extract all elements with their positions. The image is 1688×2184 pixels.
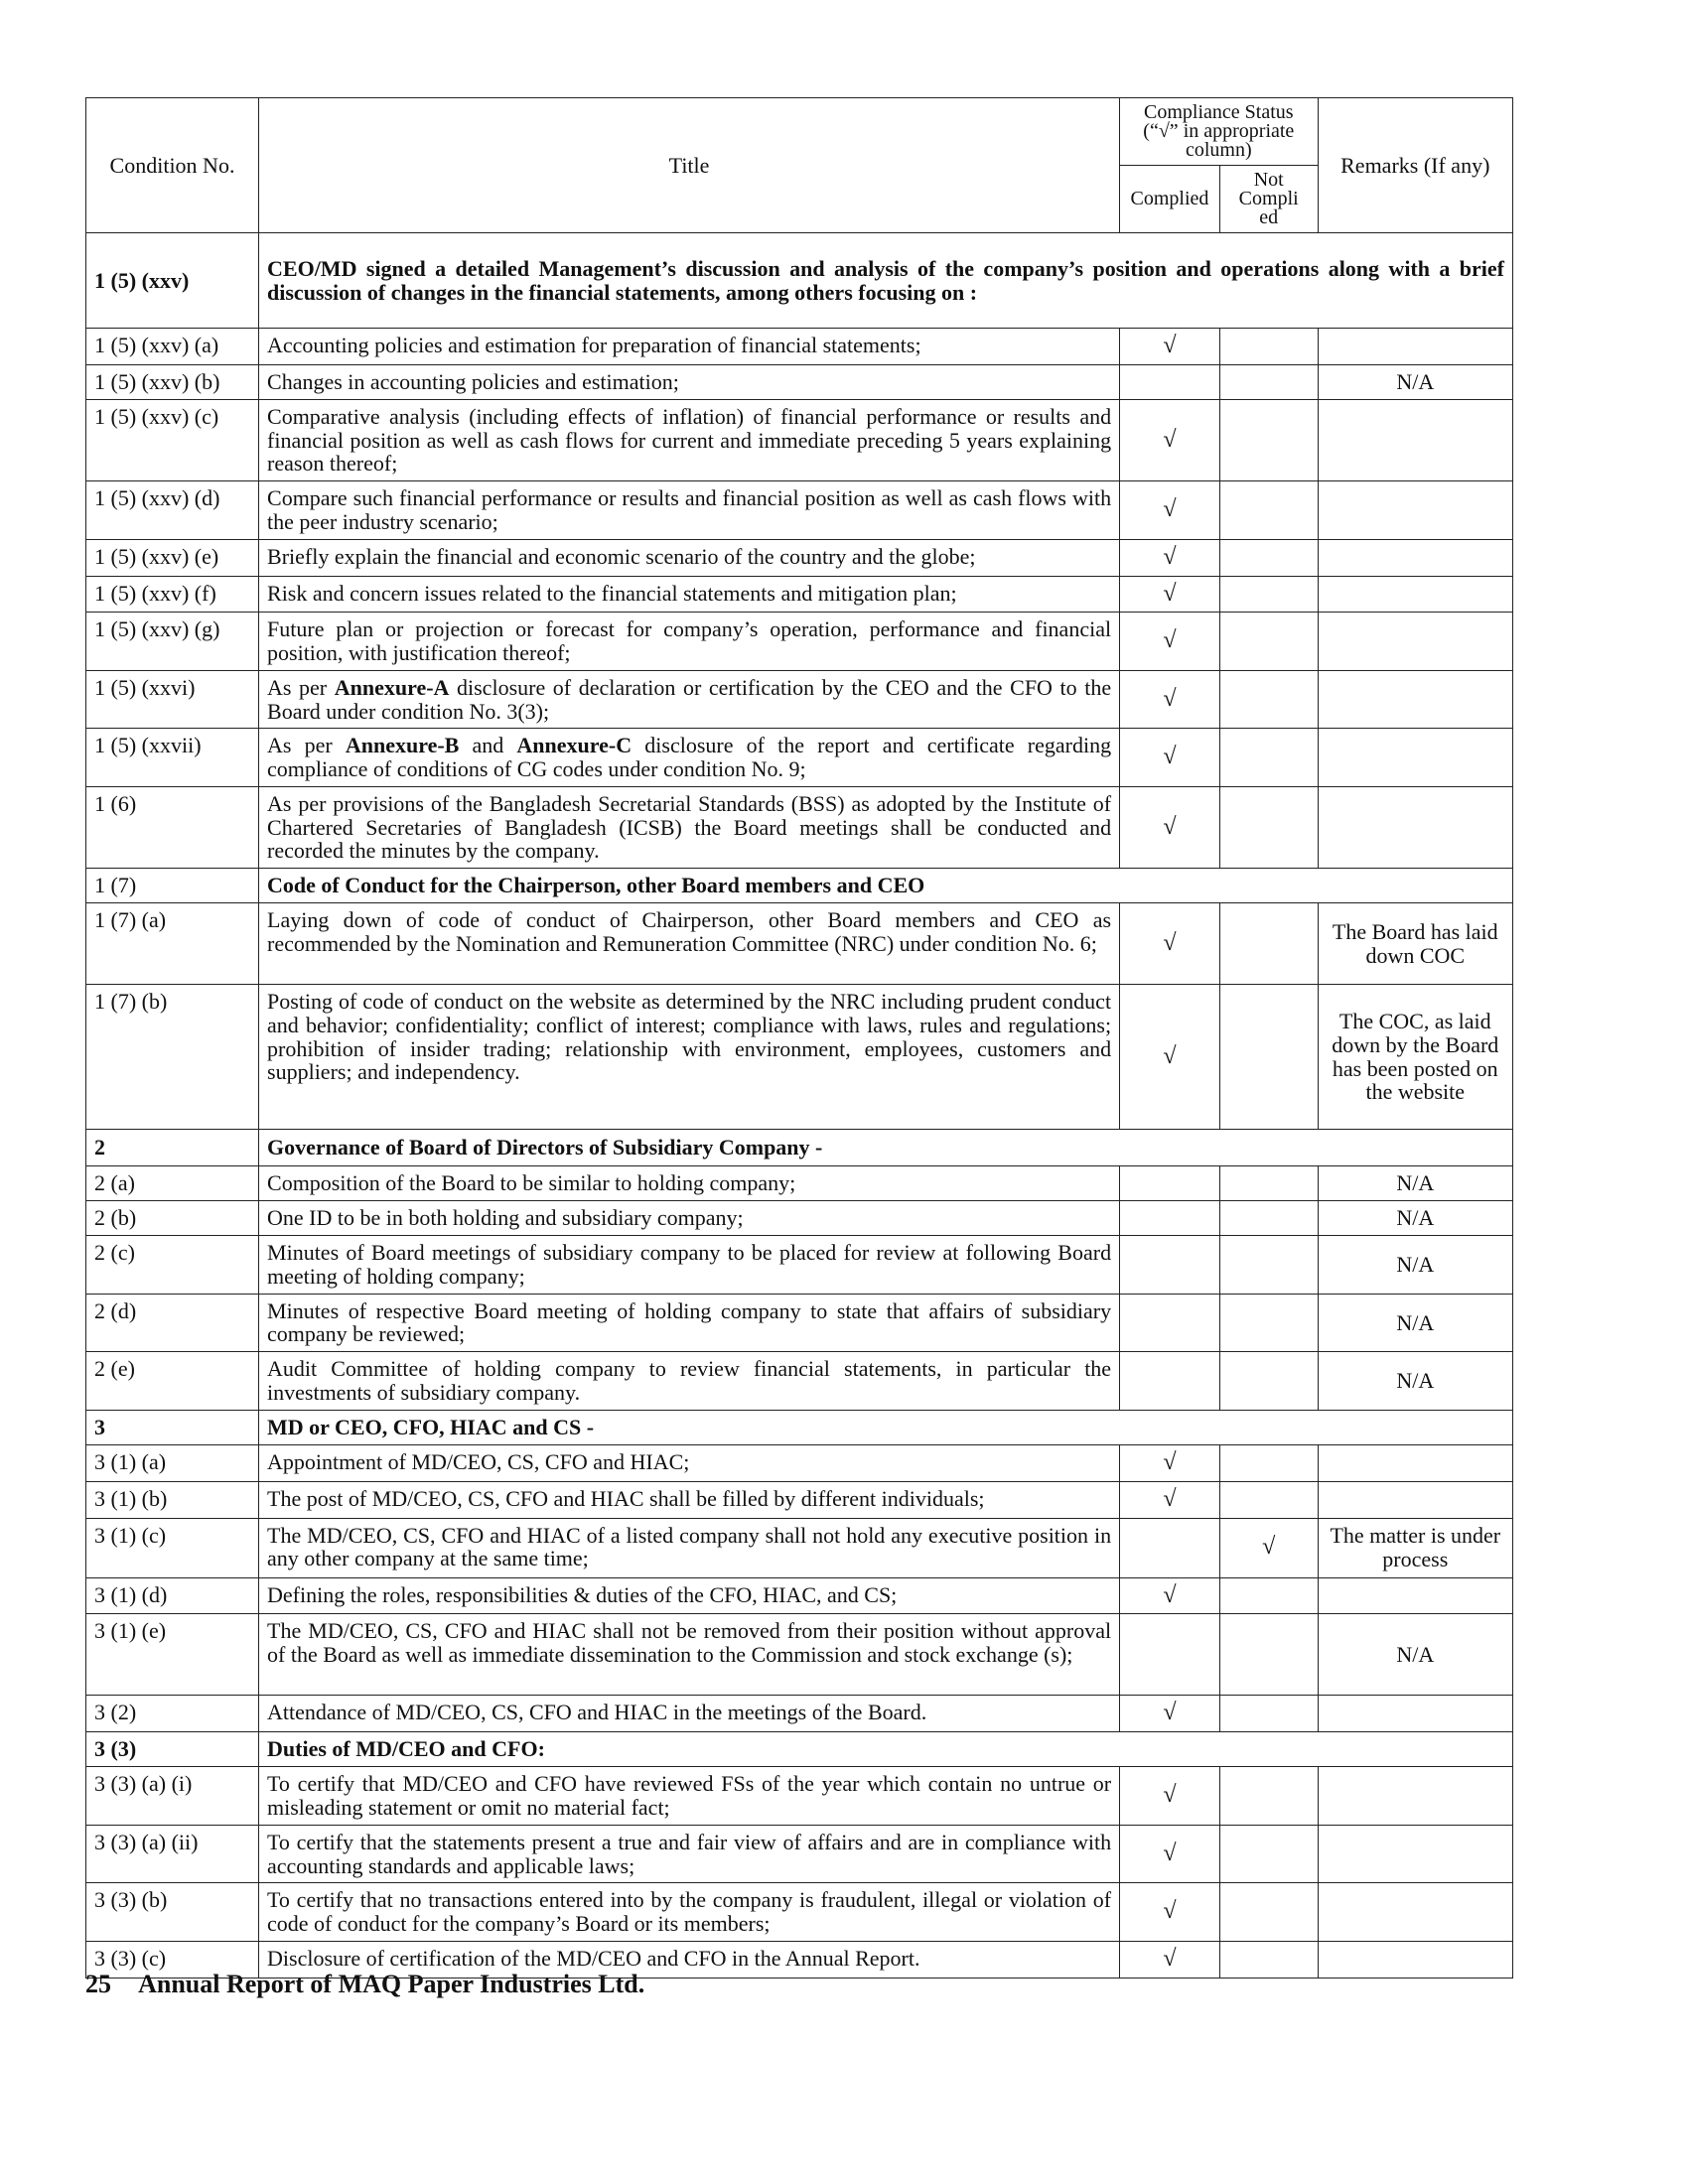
condition-no-cell: 2 (a) — [86, 1166, 259, 1201]
condition-no-cell: 3 (3) (c) — [86, 1941, 259, 1978]
remarks-cell — [1318, 329, 1512, 365]
complied-cell — [1120, 1352, 1220, 1411]
not-complied-cell — [1219, 1577, 1318, 1614]
condition-no-cell: 3 (2) — [86, 1696, 259, 1732]
section-row — [86, 1732, 1513, 1767]
remarks-cell: The matter is under process — [1318, 1518, 1512, 1577]
complied-cell: √ — [1120, 329, 1220, 365]
complied-cell: √ — [1120, 903, 1220, 985]
complied-cell — [1120, 364, 1220, 399]
table-row — [86, 985, 1513, 1130]
condition-no-cell: 1 (7) (a) — [86, 903, 259, 985]
page-footer — [85, 1970, 644, 1999]
condition-no-cell: 3 (1) (b) — [86, 1481, 259, 1518]
header-complied: Complied — [1120, 166, 1220, 233]
title-cell: Comparative analysis (including effects of inflation) of financial performance or results and financial position as well as cash flows for current and immediate preceding 5 years explaining reason thereof; — [259, 399, 1120, 480]
remarks-cell — [1318, 481, 1512, 540]
not-complied-cell — [1219, 329, 1318, 365]
complied-cell: √ — [1120, 1767, 1220, 1826]
condition-no-cell: 1 (5) (xxv) (f) — [86, 576, 259, 613]
not-complied-cell — [1219, 539, 1318, 576]
title-cell: Changes in accounting policies and estimation; — [259, 364, 1120, 399]
condition-no-cell: 1 (5) (xxv) (d) — [86, 481, 259, 540]
title-cell: The MD/CEO, CS, CFO and HIAC of a listed company shall not hold any executive position in any other company at the same time; — [259, 1518, 1120, 1577]
complied-cell: √ — [1120, 1444, 1220, 1481]
title-cell: Compare such financial performance or results and financial position as well as cash flows with the peer industry scenario; — [259, 481, 1120, 540]
complied-cell: √ — [1120, 985, 1220, 1130]
table-row — [86, 1767, 1513, 1826]
remarks-cell — [1318, 729, 1512, 787]
table-body — [86, 233, 1513, 1979]
condition-no-cell: 1 (7) (b) — [86, 985, 259, 1130]
page-number: 25 — [85, 1970, 111, 1998]
not-complied-cell — [1219, 1883, 1318, 1942]
table-row — [86, 1518, 1513, 1577]
table-row — [86, 670, 1513, 729]
remarks-cell — [1318, 576, 1512, 613]
title-cell: Appointment of MD/CEO, CS, CFO and HIAC; — [259, 1444, 1120, 1481]
table-row — [86, 539, 1513, 576]
condition-no-cell: 1 (5) (xxv) (e) — [86, 539, 259, 576]
not-complied-cell — [1219, 1481, 1318, 1518]
not-complied-cell — [1219, 1352, 1318, 1411]
table-row — [86, 1294, 1513, 1352]
not-complied-cell — [1219, 1941, 1318, 1978]
condition-no-cell: 2 (c) — [86, 1236, 259, 1295]
title-cell: Attendance of MD/CEO, CS, CFO and HIAC in the meetings of the Board. — [259, 1696, 1120, 1732]
complied-cell: √ — [1120, 481, 1220, 540]
condition-no-cell: 3 (1) (c) — [86, 1518, 259, 1577]
table-row — [86, 903, 1513, 985]
title-cell: MD or CEO, CFO, HIAC and CS - — [259, 1410, 1513, 1444]
not-complied-cell — [1219, 670, 1318, 729]
remarks-cell — [1318, 1577, 1512, 1614]
condition-no-cell: 3 (1) (a) — [86, 1444, 259, 1481]
table-row — [86, 613, 1513, 671]
title-cell: To certify that the statements present a true and fair view of affairs and are in compliance with accounting standards and applicable laws; — [259, 1825, 1120, 1883]
complied-cell — [1120, 1614, 1220, 1696]
table-row — [86, 1481, 1513, 1518]
title-cell: As per provisions of the Bangladesh Secretarial Standards (BSS) as adopted by the Institute of Chartered Secretaries of Bangladesh (ICSB) the Board meetings shall be conducted and recorded the minutes by the company. — [259, 786, 1120, 868]
not-complied-cell — [1219, 576, 1318, 613]
condition-no-cell: 1 (5) (xxvii) — [86, 729, 259, 787]
complied-cell: √ — [1120, 729, 1220, 787]
not-complied-cell — [1219, 1236, 1318, 1295]
title-cell: Accounting policies and estimation for preparation of financial statements; — [259, 329, 1120, 365]
table-row — [86, 1166, 1513, 1201]
complied-cell: √ — [1120, 1941, 1220, 1978]
report-title: Annual Report of MAQ Paper Industries Ltd. — [138, 1970, 645, 1998]
complied-cell — [1120, 1294, 1220, 1352]
remarks-cell — [1318, 1444, 1512, 1481]
title-cell: Disclosure of certification of the MD/CEO and CFO in the Annual Report. — [259, 1941, 1120, 1978]
condition-no-cell: 3 (1) (d) — [86, 1577, 259, 1614]
title-cell: Composition of the Board to be similar to holding company; — [259, 1166, 1120, 1201]
condition-no-cell: 2 (e) — [86, 1352, 259, 1411]
not-complied-cell — [1219, 1166, 1318, 1201]
complied-cell: √ — [1120, 576, 1220, 613]
compliance-table — [85, 97, 1513, 1979]
title-cell: Governance of Board of Directors of Subsidiary Company - — [259, 1130, 1513, 1166]
complied-cell: √ — [1120, 1696, 1220, 1732]
remarks-cell: N/A — [1318, 1614, 1512, 1696]
table-row — [86, 576, 1513, 613]
title-cell: Risk and concern issues related to the financial statements and mitigation plan; — [259, 576, 1120, 613]
table-row — [86, 1883, 1513, 1942]
not-complied-cell — [1219, 613, 1318, 671]
title-cell: Laying down of code of conduct of Chairperson, other Board members and CEO as recommended by the Nomination and Remuneration Committee (NRC) under condition No. 6; — [259, 903, 1120, 985]
complied-cell — [1120, 1166, 1220, 1201]
table-row — [86, 364, 1513, 399]
condition-no-cell: 3 (3) (b) — [86, 1883, 259, 1942]
not-complied-cell — [1219, 985, 1318, 1130]
complied-cell: √ — [1120, 670, 1220, 729]
table-row — [86, 786, 1513, 868]
not-complied-cell — [1219, 786, 1318, 868]
not-complied-cell — [1219, 1294, 1318, 1352]
not-complied-cell — [1219, 903, 1318, 985]
section-row — [86, 869, 1513, 903]
table-row — [86, 1352, 1513, 1411]
title-cell: Briefly explain the financial and economic scenario of the country and the globe; — [259, 539, 1120, 576]
title-cell: Defining the roles, responsibilities & duties of the CFO, HIAC, and CS; — [259, 1577, 1120, 1614]
remarks-cell — [1318, 613, 1512, 671]
table-row — [86, 1236, 1513, 1295]
condition-no-cell: 3 (1) (e) — [86, 1614, 259, 1696]
not-complied-cell — [1219, 1614, 1318, 1696]
remarks-cell — [1318, 399, 1512, 480]
condition-no-cell: 1 (6) — [86, 786, 259, 868]
table-row — [86, 1614, 1513, 1696]
not-complied-cell — [1219, 399, 1318, 480]
remarks-cell: N/A — [1318, 1352, 1512, 1411]
header-condition-no: Condition No. — [86, 98, 259, 233]
table-row — [86, 1825, 1513, 1883]
condition-no-cell: 1 (5) (xxv) (g) — [86, 613, 259, 671]
condition-no-cell: 1 (7) — [86, 869, 259, 903]
title-cell: Minutes of respective Board meeting of holding company to state that affairs of subsidiary company be reviewed; — [259, 1294, 1120, 1352]
remarks-cell: N/A — [1318, 364, 1512, 399]
remarks-cell: N/A — [1318, 1294, 1512, 1352]
complied-cell: √ — [1120, 786, 1220, 868]
table-row — [86, 481, 1513, 540]
complied-cell: √ — [1120, 1883, 1220, 1942]
not-complied-cell: √ — [1219, 1518, 1318, 1577]
title-cell: CEO/MD signed a detailed Management’s discussion and analysis of the company’s position and operations along with a brief discussion of changes in the financial statements, among others focusing on : — [259, 233, 1513, 329]
complied-cell: √ — [1120, 1481, 1220, 1518]
not-complied-cell — [1219, 364, 1318, 399]
title-cell: As per Annexure-B and Annexure-C disclosure of the report and certificate regarding compliance of conditions of CG codes under condition No. 9; — [259, 729, 1120, 787]
header-title: Title — [259, 98, 1120, 233]
complied-cell: √ — [1120, 1825, 1220, 1883]
condition-no-cell: 2 (b) — [86, 1201, 259, 1236]
remarks-cell — [1318, 1767, 1512, 1826]
title-cell: As per Annexure-A disclosure of declaration or certification by the CEO and the CFO to the Board under condition No. 3(3); — [259, 670, 1120, 729]
title-cell: Audit Committee of holding company to review financial statements, in particular the investments of subsidiary company. — [259, 1352, 1120, 1411]
title-cell: To certify that MD/CEO and CFO have reviewed FSs of the year which contain no untrue or misleading statement or omit no material fact; — [259, 1767, 1120, 1826]
title-cell: The MD/CEO, CS, CFO and HIAC shall not be removed from their position without approval of the Board as well as immediate dissemination to the Commission and stock exchange (s); — [259, 1614, 1120, 1696]
remarks-cell — [1318, 539, 1512, 576]
not-complied-cell — [1219, 729, 1318, 787]
table-row — [86, 1444, 1513, 1481]
condition-no-cell: 1 (5) (xxv) (c) — [86, 399, 259, 480]
remarks-cell: The Board has laid down COC — [1318, 903, 1512, 985]
section-row — [86, 1130, 1513, 1166]
table-row — [86, 399, 1513, 480]
complied-cell: √ — [1120, 613, 1220, 671]
condition-no-cell: 3 (3) — [86, 1732, 259, 1767]
title-cell: Code of Conduct for the Chairperson, other Board members and CEO — [259, 869, 1513, 903]
header-compliance-status: Compliance Status (“√” in appropriate column) — [1120, 98, 1318, 166]
remarks-cell — [1318, 1481, 1512, 1518]
not-complied-cell — [1219, 1201, 1318, 1236]
condition-no-cell: 2 — [86, 1130, 259, 1166]
title-cell: One ID to be in both holding and subsidiary company; — [259, 1201, 1120, 1236]
condition-no-cell: 1 (5) (xxv) — [86, 233, 259, 329]
condition-no-cell: 1 (5) (xxv) (a) — [86, 329, 259, 365]
condition-no-cell: 1 (5) (xxv) (b) — [86, 364, 259, 399]
remarks-cell — [1318, 1825, 1512, 1883]
section-row — [86, 1410, 1513, 1444]
not-complied-cell — [1219, 1696, 1318, 1732]
complied-cell: √ — [1120, 1577, 1220, 1614]
condition-no-cell: 3 (3) (a) (i) — [86, 1767, 259, 1826]
remarks-cell: The COC, as laid down by the Board has been posted on the website — [1318, 985, 1512, 1130]
table-row — [86, 729, 1513, 787]
title-cell: The post of MD/CEO, CS, CFO and HIAC shall be filled by different individuals; — [259, 1481, 1120, 1518]
table-row — [86, 1696, 1513, 1732]
condition-no-cell: 1 (5) (xxvi) — [86, 670, 259, 729]
remarks-cell — [1318, 1696, 1512, 1732]
remarks-cell: N/A — [1318, 1236, 1512, 1295]
remarks-cell: N/A — [1318, 1166, 1512, 1201]
complied-cell — [1120, 1236, 1220, 1295]
title-cell: Minutes of Board meetings of subsidiary company to be placed for review at following Board meeting of holding company; — [259, 1236, 1120, 1295]
complied-cell — [1120, 1518, 1220, 1577]
title-cell: Posting of code of conduct on the website as determined by the NRC including prudent conduct and behavior; confidentiality; conflict of interest; compliance with laws, rules and regulations; prohibition of insider trading; relationship with environment, employees, customers and suppliers; and independency. — [259, 985, 1120, 1130]
complied-cell: √ — [1120, 539, 1220, 576]
table-row — [86, 1577, 1513, 1614]
remarks-cell — [1318, 1941, 1512, 1978]
section-row — [86, 233, 1513, 329]
remarks-cell — [1318, 1883, 1512, 1942]
header-remarks: Remarks (If any) — [1318, 98, 1512, 233]
title-cell: Future plan or projection or forecast for company’s operation, performance and financial position, with justification thereof; — [259, 613, 1120, 671]
remarks-cell — [1318, 670, 1512, 729]
remarks-cell: N/A — [1318, 1201, 1512, 1236]
header-not-complied: Not Compli ed — [1219, 166, 1318, 233]
remarks-cell — [1318, 786, 1512, 868]
complied-cell — [1120, 1201, 1220, 1236]
table-row — [86, 1201, 1513, 1236]
not-complied-cell — [1219, 1444, 1318, 1481]
not-complied-cell — [1219, 1767, 1318, 1826]
condition-no-cell: 3 — [86, 1410, 259, 1444]
title-cell: To certify that no transactions entered into by the company is fraudulent, illegal or violation of code of conduct for the company’s Board or its members; — [259, 1883, 1120, 1942]
table-row — [86, 329, 1513, 365]
not-complied-cell — [1219, 481, 1318, 540]
complied-cell: √ — [1120, 399, 1220, 480]
condition-no-cell: 2 (d) — [86, 1294, 259, 1352]
not-complied-cell — [1219, 1825, 1318, 1883]
title-cell: Duties of MD/CEO and CFO: — [259, 1732, 1513, 1767]
condition-no-cell: 3 (3) (a) (ii) — [86, 1825, 259, 1883]
